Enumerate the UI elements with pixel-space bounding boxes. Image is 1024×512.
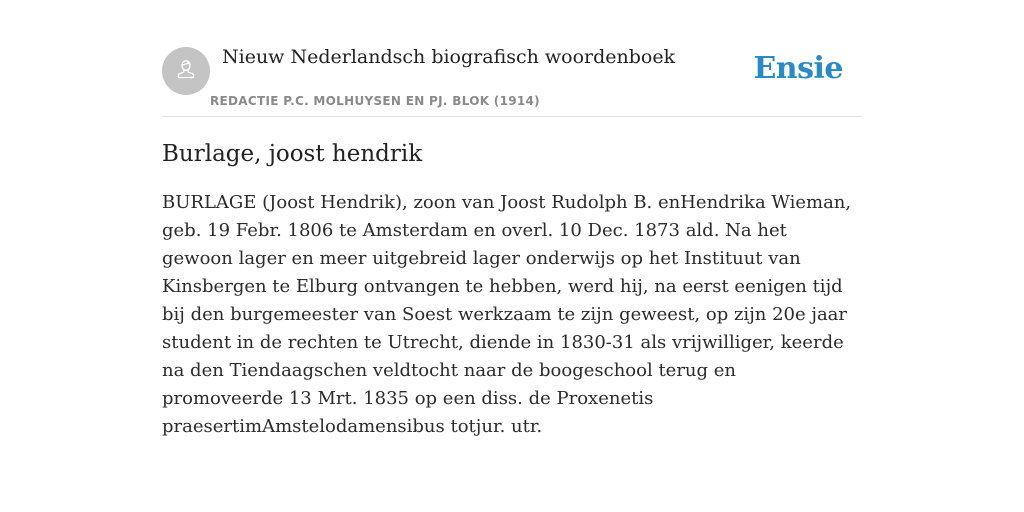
source-avatar[interactable] [162,47,210,95]
source-header [162,40,862,117]
source-editors: REDACTIE P.C. MOLHUYSEN EN PJ. BLOK (1914) [210,94,540,108]
entry-body: BURLAGE (Joost Hendrik), zoon van Joost Rudolph B. enHendrika Wieman, geb. 19 Febr. 1806 te Amsterdam en overl. 10 Dec. 1873 ald. Na het gewoon lager en meer uitgebreid lager onderwijs op het Instituut van Kinsbergen te Elburg ontvangen te hebben, werd hij, na eerst eenigen tijd bij den burgemeester van Soest werkzaam te zijn geweest, op zijn 20e jaar student in de rechten te Utrecht, diende in 1830-31 als vrijwilliger, keerde na den Tiendaagschen veldtocht naar de boogeschool terug en promoveerde 13 Mrt. 1835 op een diss. de Proxenetis praesertimAmstelodamensibus totjur. utr. [162,192,852,437]
source-title[interactable]: Nieuw Nederlandsch biografisch woordenboek [222,46,676,68]
ensie-logo[interactable]: Ensie [753,51,843,86]
user-icon [173,56,199,86]
entry-title: Burlage, joost hendrik [162,141,423,167]
entry-card [162,40,862,441]
